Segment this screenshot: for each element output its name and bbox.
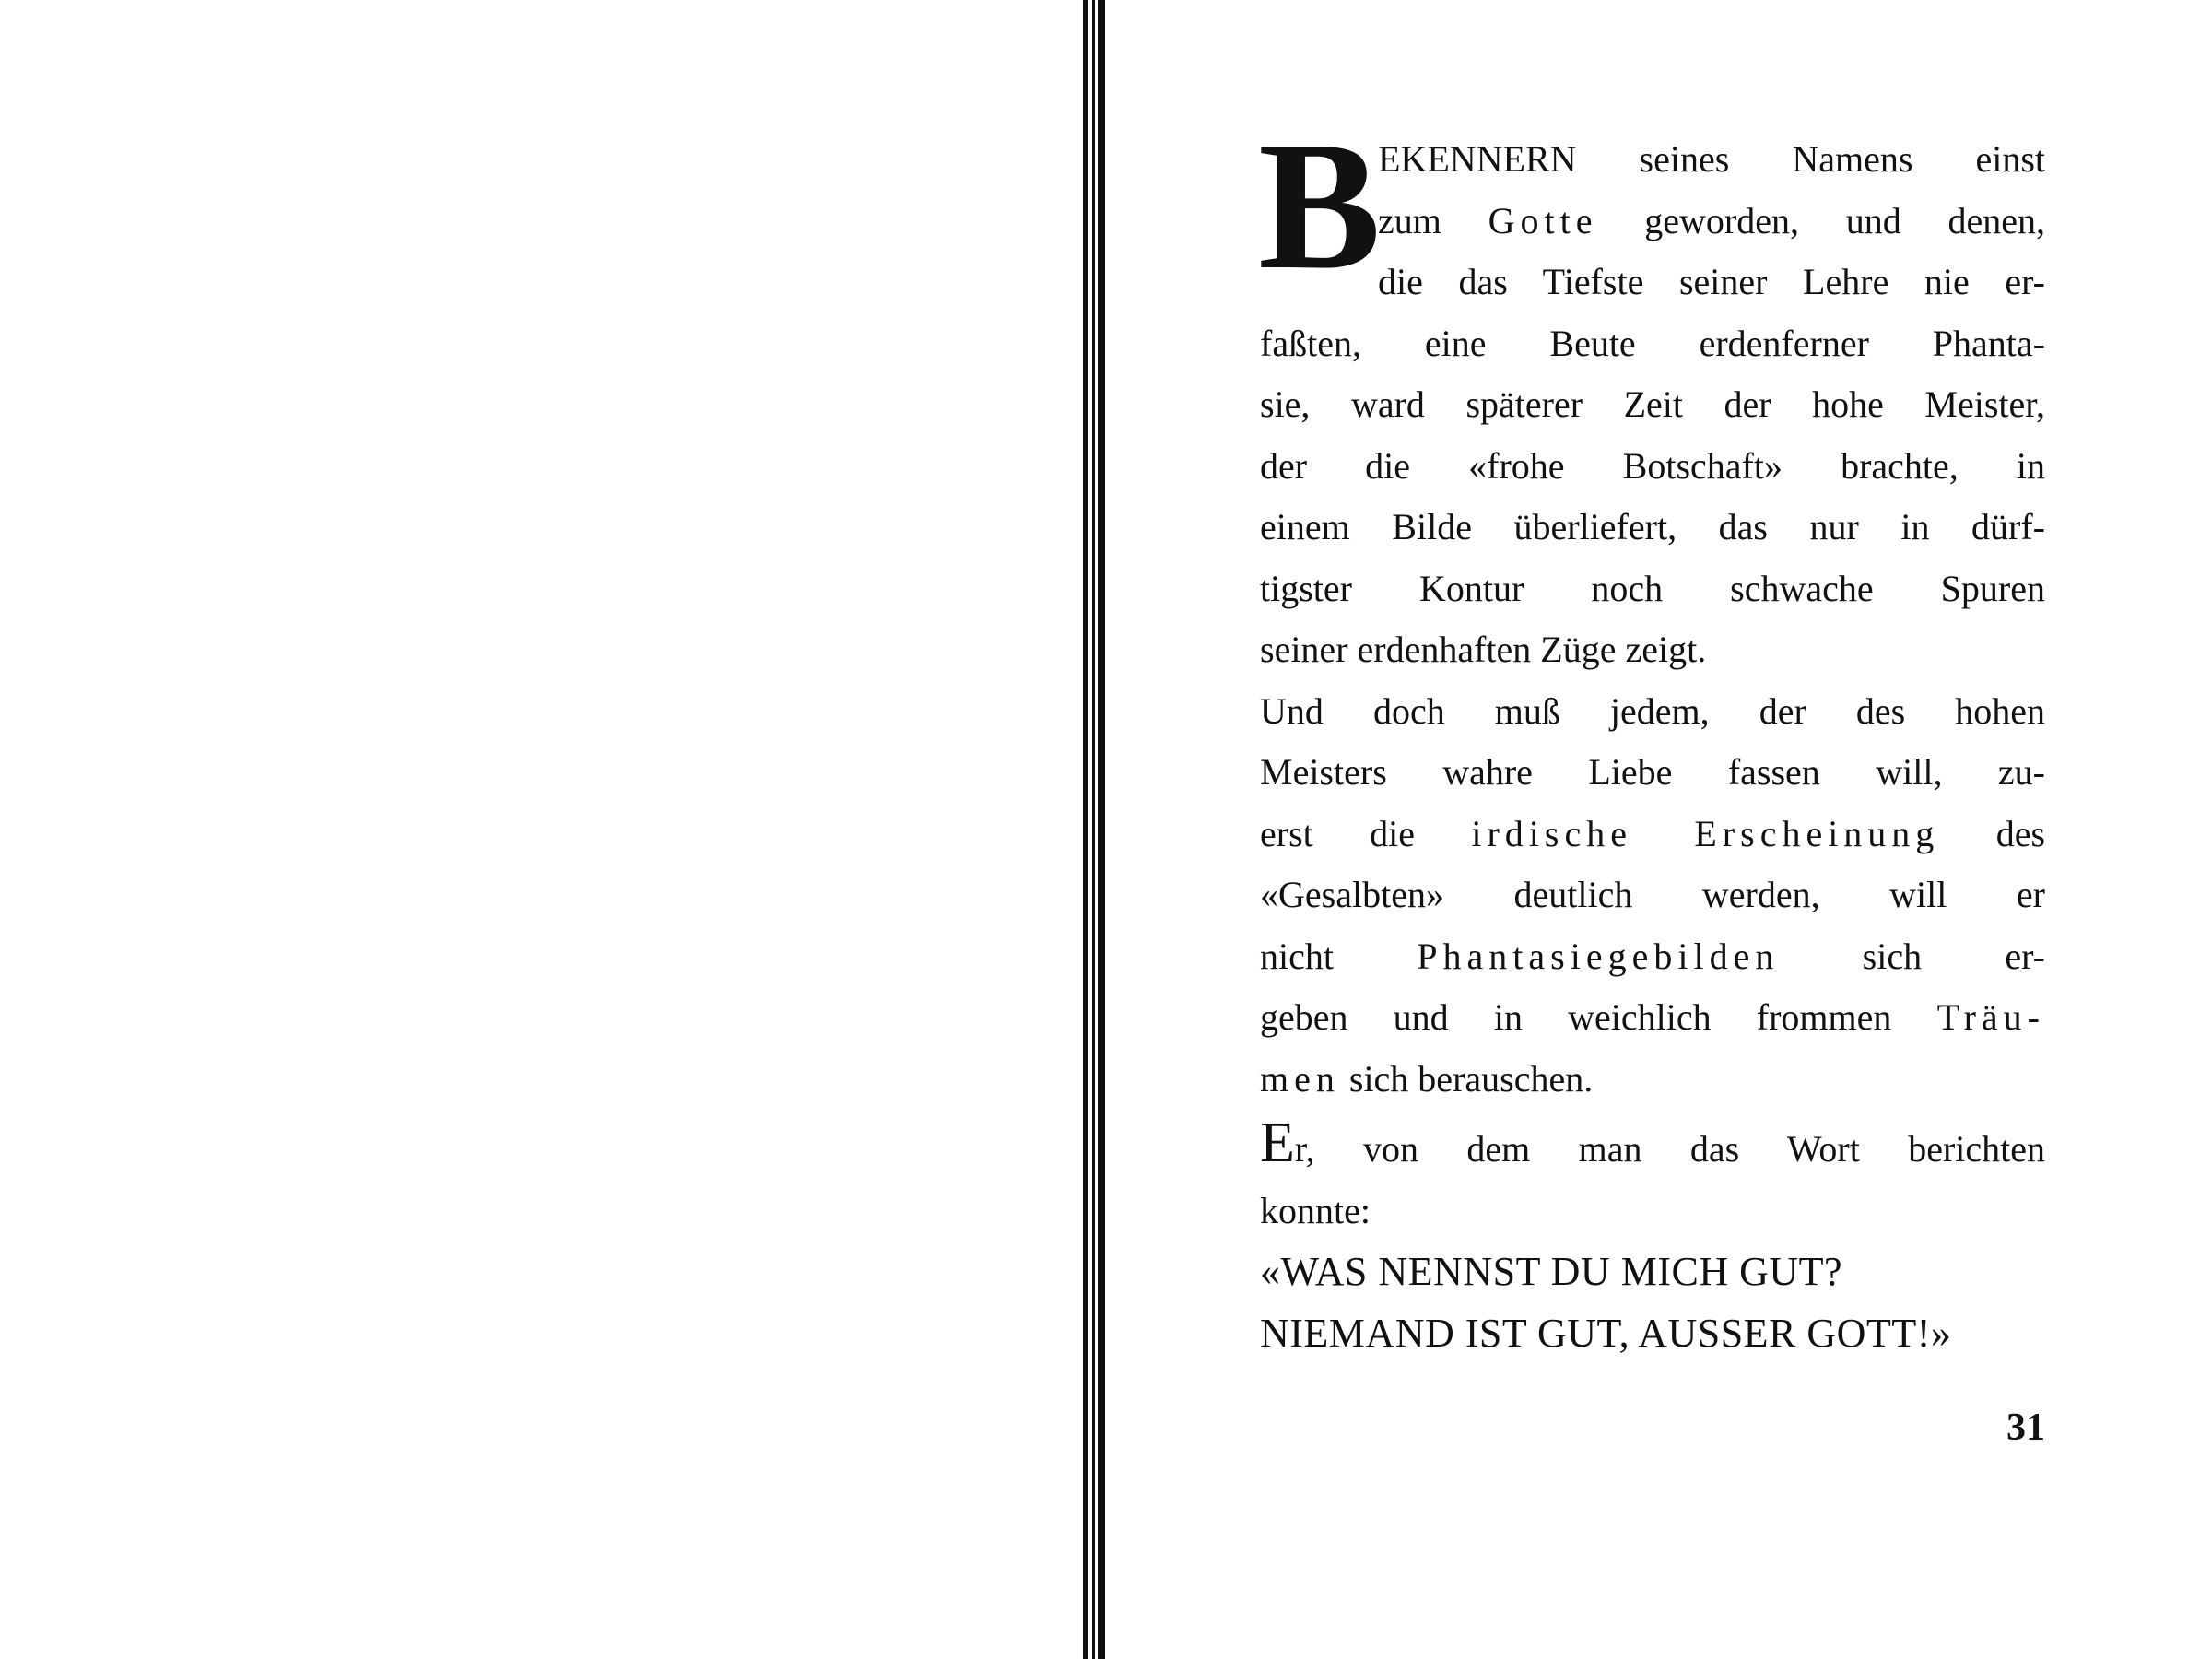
gutter-rule — [1083, 0, 1088, 1659]
page-number: 31 — [2006, 1406, 2045, 1449]
paragraph-1 — [1258, 104, 2046, 681]
blank-left-page — [0, 0, 1083, 1659]
text-line: Meisters wahre Liebe fassen will, zu- — [1260, 751, 2045, 793]
text-line: faßten, eine Beute erdenferner Phanta- — [1260, 322, 2045, 364]
text-line: Und doch muß jedem, der des hohen — [1260, 689, 2045, 732]
paragraph-2 — [1260, 681, 2045, 1111]
gutter-rule — [1092, 0, 1095, 1659]
drop-cap: B — [1258, 104, 1382, 308]
text-line: «Gesalbten» deutlich werden, will er — [1260, 874, 2045, 915]
text-line: nicht Phantasiegebilden sich er- — [1260, 935, 2045, 977]
quote-line: «WAS NENNST DU MICH GUT? — [1260, 1249, 1843, 1294]
text-line: men sich berauschen. — [1260, 1057, 1594, 1100]
text-line: tigster Kontur noch schwache Spuren — [1260, 567, 2045, 609]
text-line: zum Gotte geworden, und denen, — [1378, 199, 2046, 241]
text-line: sie, ward späterer Zeit der hohe Meister, — [1260, 383, 2045, 425]
text-line: die das Tiefste seiner Lehre nie er- — [1378, 261, 2045, 302]
text-line: konnte: — [1260, 1189, 1371, 1231]
initial-letter: E — [1260, 1112, 1295, 1174]
book-gutter — [1083, 0, 1111, 1659]
gutter-rule — [1098, 0, 1105, 1659]
paragraph-3 — [1260, 1112, 2045, 1364]
text-line: seiner erdenhaften Züge zeigt. — [1260, 629, 1707, 670]
quote-line: NIEMAND IST GUT, AUSSER GOTT!» — [1260, 1310, 1952, 1356]
text-line: der die «frohe Botschaft» brachte, in — [1260, 444, 2045, 487]
text-line: erst die irdische Erscheinung des — [1260, 812, 2046, 854]
text-line: EKENNERN seines Namens einst — [1378, 138, 2045, 180]
text-line: geben und in weichlich frommen Träu- — [1260, 996, 2045, 1038]
text-line: Er, von dem man das Wort berichten — [1260, 1112, 2045, 1174]
page-text — [1258, 104, 2046, 1364]
text-line: einem Bilde überliefert, das nur in dürf- — [1260, 506, 2045, 547]
